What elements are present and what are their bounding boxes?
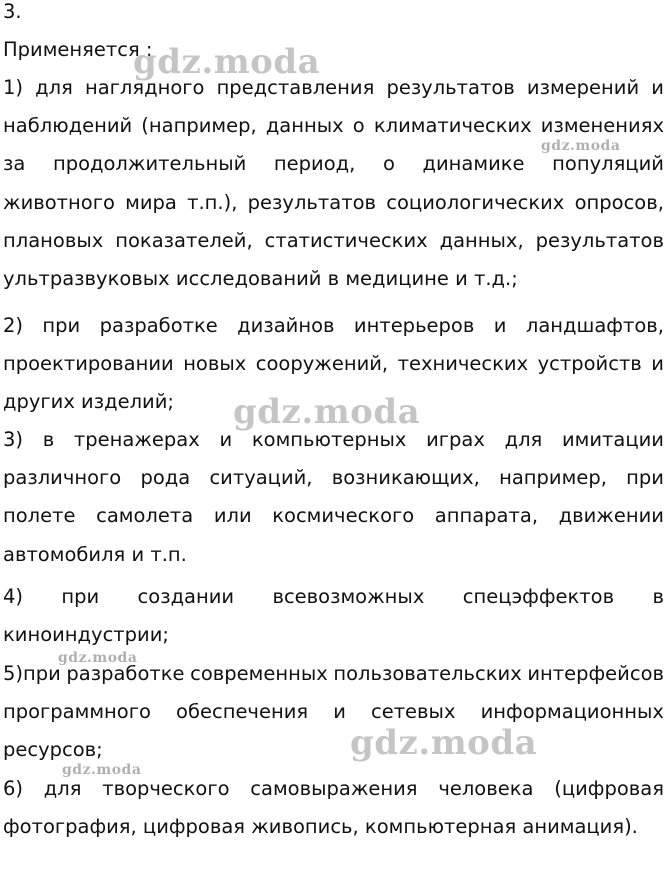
word: измерений	[526, 76, 640, 99]
word: спецэффектов	[462, 585, 615, 608]
text-line	[3, 389, 664, 415]
word: полете	[3, 504, 76, 527]
word: современных	[190, 662, 328, 685]
word: динамике	[422, 152, 525, 175]
word: результатов	[535, 229, 664, 252]
word: и	[651, 76, 664, 99]
word: других изделий;	[3, 390, 174, 413]
text-line	[3, 622, 664, 648]
word: (например,	[141, 114, 257, 137]
word: или	[213, 504, 252, 527]
word: изменениях	[540, 114, 664, 137]
word: и	[333, 700, 346, 723]
word: при	[626, 466, 664, 489]
word: ландшафтов,	[525, 314, 664, 337]
word: плановых	[3, 229, 104, 252]
word: период,	[273, 152, 356, 175]
word: тренажерах	[73, 428, 200, 451]
word: устройств	[537, 352, 642, 375]
word: ультразвуковых исследований в медицине и т.д.;	[3, 267, 518, 290]
word: социологических	[386, 191, 565, 214]
word: продолжительный	[52, 152, 247, 175]
word: климатических	[373, 114, 532, 137]
word: животного	[3, 191, 115, 214]
intro-text: Применяется :	[3, 38, 153, 61]
word: сооружений,	[255, 352, 389, 375]
text-line	[3, 814, 664, 840]
text-line	[3, 351, 664, 377]
watermark: gdz.moda	[133, 42, 321, 82]
watermark: gdz.moda	[541, 138, 621, 154]
word: для	[43, 777, 82, 800]
word: ресурсов;	[3, 738, 103, 761]
word: т.п.),	[187, 191, 238, 214]
word: творческого	[102, 777, 230, 800]
word: для	[35, 76, 73, 99]
word: результатов	[386, 76, 515, 99]
text-line	[3, 427, 664, 453]
text-line	[3, 737, 664, 763]
word: и	[651, 352, 664, 375]
word: автомобиля и т.п.	[3, 543, 187, 566]
word: 6)	[3, 777, 24, 800]
word: космического	[272, 504, 415, 527]
text-line	[3, 465, 664, 491]
word: ситуаций,	[209, 466, 313, 489]
word: о	[352, 114, 365, 137]
word: играх	[426, 428, 485, 451]
word: за	[3, 152, 26, 175]
word: интерфейсов	[527, 662, 664, 685]
word: программного	[3, 700, 151, 723]
word: представления	[216, 76, 375, 99]
word: информационных	[480, 700, 664, 723]
word: данных,	[439, 229, 524, 252]
word: о	[382, 152, 395, 175]
word: рода	[140, 466, 191, 489]
text-line	[3, 313, 664, 339]
word: компьютерных	[251, 428, 407, 451]
word: разработке	[99, 314, 218, 337]
word: данных	[265, 114, 344, 137]
word: в	[42, 428, 55, 451]
word: наблюдений	[3, 114, 133, 137]
word: самолета	[96, 504, 194, 527]
word: всевозможных	[272, 585, 425, 608]
watermark: gdz.moda	[233, 392, 421, 432]
word: фотография, цифровая живопись, компьютерная анимация).	[3, 815, 638, 838]
text-line	[3, 584, 664, 610]
word: имитации	[561, 428, 664, 451]
text-line	[3, 776, 664, 802]
word: популяций	[552, 152, 664, 175]
word: человека	[438, 777, 534, 800]
word: разработке	[66, 662, 185, 685]
text-line	[3, 75, 664, 101]
word: 5)при	[3, 662, 61, 685]
word: наглядного	[84, 76, 205, 99]
text-line	[3, 151, 664, 177]
word: 2)	[3, 314, 24, 337]
text-line	[3, 266, 664, 292]
text-line	[3, 661, 664, 687]
word: в	[652, 585, 664, 608]
word: технических	[397, 352, 529, 375]
text-line	[3, 699, 664, 725]
text-line	[3, 228, 664, 254]
text-line	[3, 503, 664, 529]
watermark: gdz.moda	[62, 762, 142, 778]
word: для	[504, 428, 543, 451]
word: опросов,	[574, 191, 664, 214]
word: 3)	[3, 428, 24, 451]
word: новых	[183, 352, 247, 375]
word: например,	[499, 466, 607, 489]
word: и	[219, 428, 233, 451]
word: аппарата,	[434, 504, 539, 527]
word: дизайнов	[237, 314, 335, 337]
word: и	[493, 314, 507, 337]
text-line	[3, 190, 664, 216]
text-line	[3, 113, 664, 139]
word: возникающих,	[331, 466, 480, 489]
word: пользовательских	[333, 662, 522, 685]
word: обеспечения	[176, 700, 309, 723]
task-number: 3.	[3, 0, 22, 23]
word: движении	[558, 504, 664, 527]
word: различного	[3, 466, 122, 489]
watermark: gdz.moda	[350, 723, 538, 763]
word: показателей,	[115, 229, 253, 252]
watermark: gdz.moda	[58, 650, 138, 666]
word: мира	[125, 191, 177, 214]
word: сетевых	[370, 700, 456, 723]
text-line	[3, 542, 664, 568]
word: при	[61, 585, 100, 608]
word: самовыражения	[250, 777, 418, 800]
word: проектировании	[3, 352, 174, 375]
word: при	[42, 314, 81, 337]
word: (цифровая	[554, 777, 664, 800]
word: результатов	[247, 191, 377, 214]
word: киноиндустрии;	[3, 623, 169, 646]
word: 4)	[3, 585, 24, 608]
word: 1)	[3, 76, 24, 99]
word: интерьеров	[353, 314, 475, 337]
word: статистических	[264, 229, 428, 252]
word: создании	[137, 585, 235, 608]
